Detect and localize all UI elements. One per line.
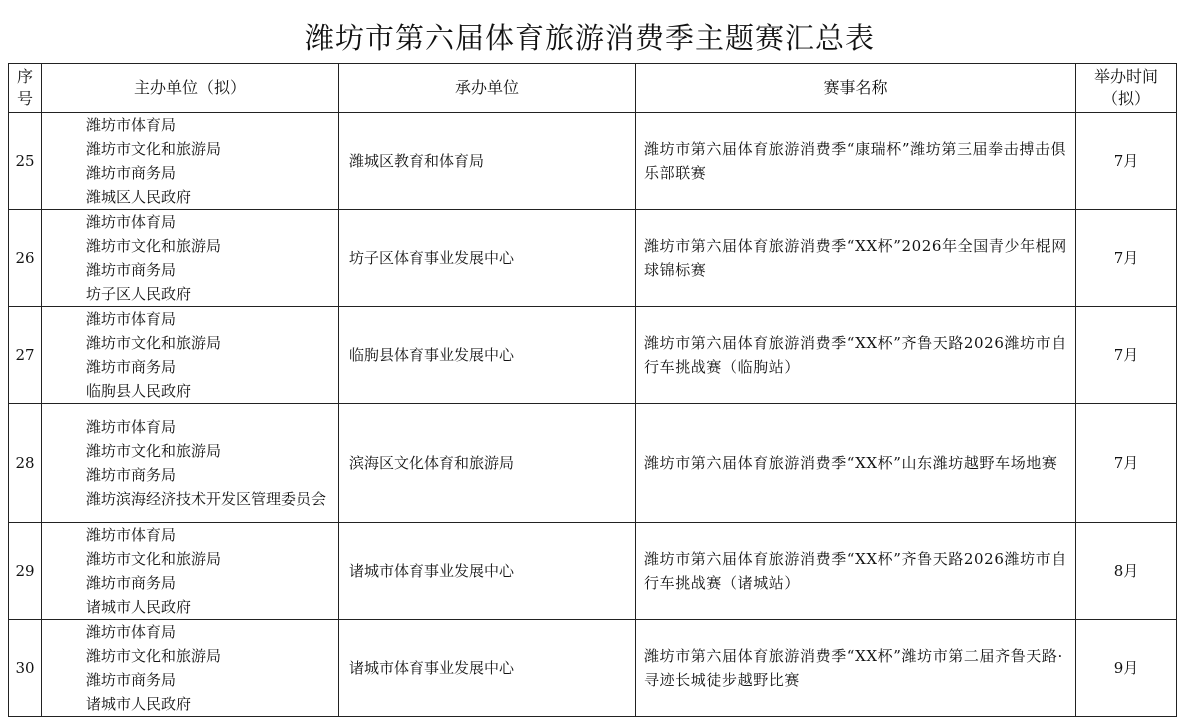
cell-host [42, 620, 339, 717]
cell-seq: 29 [9, 523, 42, 620]
header-event: 赛事名称 [636, 64, 1076, 113]
host-line: 潍坊市体育局 [86, 213, 177, 231]
host-line: 潍坊市商务局 [86, 261, 177, 279]
cell-organizer: 滨海区文化体育和旅游局 [339, 404, 636, 523]
host-line: 潍坊市文化和旅游局 [86, 334, 222, 352]
header-host: 主办单位（拟） [42, 64, 339, 113]
host-line: 潍坊市商务局 [86, 574, 177, 592]
host-line: 潍坊滨海经济技术开发区管理委员会 [86, 490, 327, 508]
cell-organizer: 诸城市体育事业发展中心 [339, 523, 636, 620]
table-row [9, 404, 1177, 523]
table-row [9, 113, 1177, 210]
host-line: 潍坊市体育局 [86, 526, 177, 544]
cell-event: 潍坊市第六届体育旅游消费季“XX杯”潍坊市第二届齐鲁天路·寻迹长城徒步越野比赛 [636, 620, 1076, 717]
host-line: 潍坊市文化和旅游局 [86, 550, 222, 568]
cell-host [42, 307, 339, 404]
host-line: 潍城区人民政府 [86, 188, 192, 206]
cell-host [42, 523, 339, 620]
table-row [9, 620, 1177, 717]
cell-event: 潍坊市第六届体育旅游消费季“XX杯”山东潍坊越野车场地赛 [636, 404, 1076, 523]
table-header-row [9, 64, 1177, 113]
table-row [9, 523, 1177, 620]
cell-event: 潍坊市第六届体育旅游消费季“XX杯”2026年全国青少年棍网球锦标赛 [636, 210, 1076, 307]
page-title: 潍坊市第六届体育旅游消费季主题赛汇总表 [304, 21, 875, 55]
host-line: 坊子区人民政府 [86, 285, 192, 303]
cell-organizer: 坊子区体育事业发展中心 [339, 210, 636, 307]
summary-table [8, 63, 1177, 717]
cell-seq: 30 [9, 620, 42, 717]
host-line: 潍坊市商务局 [86, 164, 177, 182]
host-line: 潍坊市文化和旅游局 [86, 647, 222, 665]
table-row [9, 210, 1177, 307]
host-line: 临朐县人民政府 [86, 382, 192, 400]
cell-time: 8月 [1076, 523, 1177, 620]
cell-host [42, 113, 339, 210]
cell-seq: 27 [9, 307, 42, 404]
host-line: 潍坊市商务局 [86, 466, 177, 484]
cell-time: 7月 [1076, 113, 1177, 210]
host-line: 诸城市人民政府 [86, 695, 192, 713]
cell-event: 潍坊市第六届体育旅游消费季“XX杯”齐鲁天路2026潍坊市自行车挑战赛（临朐站） [636, 307, 1076, 404]
header-organizer: 承办单位 [339, 64, 636, 113]
host-line: 潍坊市体育局 [86, 310, 177, 328]
host-line: 潍坊市文化和旅游局 [86, 140, 222, 158]
cell-time: 7月 [1076, 404, 1177, 523]
cell-time: 7月 [1076, 307, 1177, 404]
cell-event: 潍坊市第六届体育旅游消费季“XX杯”齐鲁天路2026潍坊市自行车挑战赛（诸城站） [636, 523, 1076, 620]
host-line: 潍坊市文化和旅游局 [86, 237, 222, 255]
cell-seq: 25 [9, 113, 42, 210]
host-line: 潍坊市体育局 [86, 418, 177, 436]
cell-host [42, 404, 339, 523]
header-seq: 序号 [9, 64, 42, 113]
cell-host [42, 210, 339, 307]
cell-organizer: 潍城区教育和体育局 [339, 113, 636, 210]
host-line: 潍坊市体育局 [86, 623, 177, 641]
host-line: 潍坊市文化和旅游局 [86, 442, 222, 460]
cell-seq: 26 [9, 210, 42, 307]
cell-organizer: 诸城市体育事业发展中心 [339, 620, 636, 717]
host-line: 潍坊市商务局 [86, 358, 177, 376]
cell-time: 7月 [1076, 210, 1177, 307]
header-time: 举办时间（拟） [1076, 64, 1177, 113]
cell-organizer: 临朐县体育事业发展中心 [339, 307, 636, 404]
table-row [9, 307, 1177, 404]
host-line: 潍坊市商务局 [86, 671, 177, 689]
cell-seq: 28 [9, 404, 42, 523]
host-line: 潍坊市体育局 [86, 116, 177, 134]
host-line: 诸城市人民政府 [86, 598, 192, 616]
cell-event: 潍坊市第六届体育旅游消费季“康瑞杯”潍坊第三届拳击搏击俱乐部联赛 [636, 113, 1076, 210]
cell-time: 9月 [1076, 620, 1177, 717]
